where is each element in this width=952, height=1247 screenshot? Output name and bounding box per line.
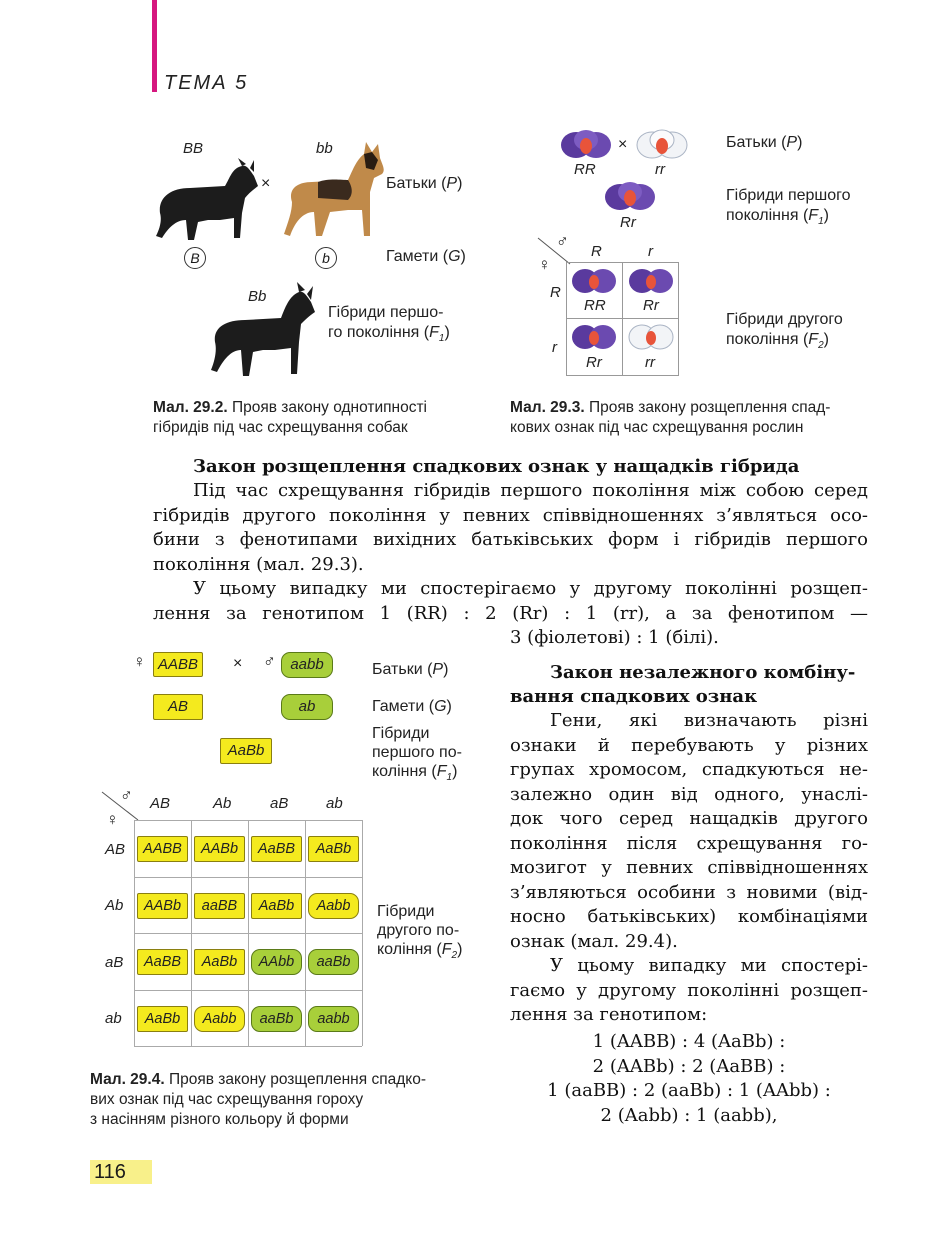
purple-flower-RR-image [560,128,612,162]
black-dog-image [150,158,265,248]
punnett-cell-2: Rr [643,297,659,314]
fig293-f1-label: Гібриди першого покоління $(F_1)$ [726,187,851,228]
paragraph-line: носно батьківських) комбінаціями [510,906,868,927]
fig293-row-R: R [550,284,561,301]
grid-line [134,933,362,934]
fig292-parents-label: Батьки (P) [386,175,463,192]
punnett-flower-Rr-1 [628,266,674,296]
genotype-cell: AAbb [251,949,302,975]
paragraph-line: гаємо у другому поколінні розщеп- [510,979,868,1001]
fig292-gametes-label: Гамети (G) [386,248,466,265]
fig293-cross: × [618,136,628,153]
grid-line [134,990,362,991]
gamete-AB-box: AB [153,694,203,720]
gamete-ab-box: ab [281,694,333,720]
paragraph-line: групах хромосом, спадкуються не- [510,759,868,780]
dog-f1-genotype: Bb [248,288,267,305]
genotype-cell: AABB [137,836,188,862]
genotype-cell: AaBb [251,893,302,919]
fig294-female-symbol-grid: ♀ [106,810,119,829]
genotype-cell: AaBB [137,949,188,975]
ratio-line: 2 (AABb) : 2 (AaBB) : [592,1055,786,1077]
col-header-Ab: Ab [213,795,232,812]
f1-AaBb-box: AaBb [220,738,272,764]
fig293-f1-genotype: Rr [620,214,636,231]
topic-label: ТЕМА 5 [164,72,249,94]
fig293-col-R: R [591,243,602,260]
paragraph-line: Гени, які визначають різні [550,710,868,731]
col-header-AB: AB [150,795,171,812]
section1-heading: Закон розщеплення спадкових ознак у нащадків гібрида [193,456,800,477]
punnett-cell-3: Rr [586,354,602,371]
f1-dog-image [205,280,320,380]
genotype-cell: AaBb [308,836,359,862]
gamete-B-circle: B [184,247,206,269]
genotype-cell: Aabb [308,893,359,919]
section1-paragraph2-end: 3 (фіолетові) : 1 (білі). [510,627,719,648]
genotype-cell: aabb [308,1006,359,1032]
grid-line [134,1046,362,1047]
gamete-b-circle: b [315,247,337,269]
female-symbol: ♀ [538,255,551,274]
fig293-row-r: r [552,339,557,356]
dog-left-genotype: BB [183,140,204,157]
fig293-caption: Мал. 29.3. Прояв закону розщеплення спад- кових ознак під час схрещування рослин [510,399,831,436]
cross-sign: × [261,175,271,192]
paragraph-line: ознаки й перебувають у різних [510,734,868,756]
ratio-line: 1 (aaBB) : 2 (aaBb) : 1 (AAbb) : [547,1080,831,1101]
genotype-cell: AABb [137,893,188,919]
male-symbol: ♂ [556,232,569,251]
fig294-male-symbol: ♂ [263,652,276,671]
fig294-female-symbol: ♀ [133,652,146,671]
parent-AABB-box: AABB [153,652,203,677]
fig293-p-right: rr [655,161,665,178]
row-header-AB: AB [105,841,126,858]
grid-line [362,820,363,1046]
paragraph-line: мозигот у певних співвідношеннях [510,857,868,878]
fig294-parents-label: Батьки (P) [372,661,449,678]
row-header-aB: aB [105,954,124,971]
fig293-f2-label: Гібриди другого покоління $(F_2)$ [726,311,843,352]
fig294-f2-label: Гібриди другого по- коління $(F_2)$ [377,903,463,962]
paragraph-line: док чого серед нащадків другого [510,808,868,829]
punnett-cell-1: RR [584,297,606,314]
fig294-f1-label: Гібриди першого по- коління $(F_1)$ [372,725,462,784]
fig293-parents-label: Батьки (P) [726,134,803,151]
col-header-aB: aB [270,795,289,812]
ratio-line: 1 (AABB) : 4 (AaBb) : [592,1031,786,1052]
fig292-f1-label: Гібриди першо- го покоління $(F_1)$ [328,304,450,345]
section1-paragraph1: Під час схрещування гібридів першого покоління між собою серед гібридів другого покоління у певних співвідношеннях з’являться осо- бини з фенотипами вихідних батьківських форм і гібридів першого покоління (мал. 29.3). [153,480,868,575]
row-header-ab: ab [105,1010,122,1027]
page-number: 116 [90,1160,152,1184]
paragraph-line: лення за генотипом: [510,1004,708,1025]
genotype-ratio-formula [510,1030,868,1128]
brown-dog-image [278,140,388,245]
paragraph-line: покоління після схрещування го- [510,832,868,854]
purple-flower-Rr-image [604,180,656,214]
fig294-gametes-label: Гамети (G) [372,698,452,715]
paragraph-line: У цьому випадку ми спостері- [550,955,868,976]
section1-paragraph2: У цьому випадку ми спостерігаємо у другому поколінні розщеп- лення за генотипом 1 (RR) : 2 (Rr) : 1 (rr), а за фенотипом — [153,578,868,624]
col-header-ab: ab [326,795,343,812]
ratio-line: 2 (Aabb) : 1 (aabb), [600,1104,778,1126]
fig294-male-symbol-grid: ♂ [120,786,133,805]
fig293-col-r: r [648,243,653,260]
punnett-flower-RR [571,266,617,296]
grid-line [305,820,306,1046]
parent-aabb-box: aabb [281,652,333,678]
paragraph-line: залежно один від одного, унаслі- [510,783,868,805]
punnett-flower-rr [628,322,674,352]
punnett-cell-4: rr [645,354,655,371]
genotype-cell: AaBb [194,949,245,975]
topic-accent-bar [152,0,157,92]
fig294-caption: Мал. 29.4. Прояв закону розщеплення спадко- вих ознак під час схрещування гороху з насінням різного кольору й форми [90,1071,426,1128]
genotype-cell: aaBB [194,893,245,919]
white-flower-rr-image [636,128,688,162]
fig294-cross: × [233,655,243,672]
genotype-cell: AaBb [137,1006,188,1032]
genotype-cell: Aabb [194,1006,245,1032]
fig293-punnett-square [566,262,679,376]
paragraph-line: ознак (мал. 29.4). [510,930,678,952]
genotype-cell: AaBB [251,836,302,862]
fig292-caption: Мал. 29.2. Прояв закону однотипності гібридів під час схрещування собак [153,399,427,436]
section2-paragraph2 [510,954,868,1028]
fig294-punnett-grid [134,820,362,1046]
genotype-cell: AABb [194,836,245,862]
section2-heading: Закон незалежного комбіну- вання спадкових ознак [510,662,856,707]
punnett-flower-Rr-2 [571,322,617,352]
section2-paragraph1 [510,709,868,954]
fig293-p-left: RR [574,161,596,178]
row-header-Ab: Ab [105,897,124,914]
dog-right-genotype: bb [316,140,333,157]
genotype-cell: aaBb [251,1006,302,1032]
genotype-cell: aaBb [308,949,359,975]
paragraph-line: з’являються особини з новими (від- [510,881,868,903]
